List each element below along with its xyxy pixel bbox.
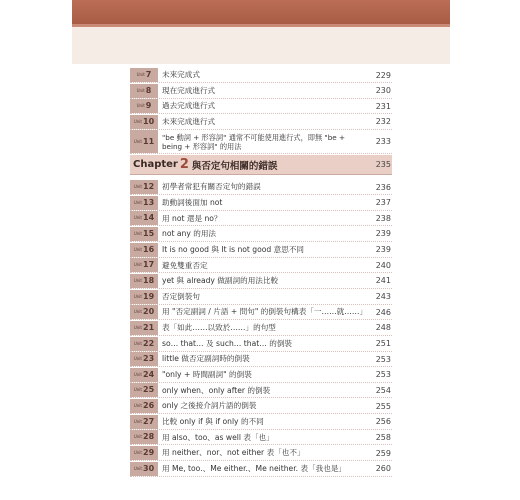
toc-row[interactable] [130,368,392,383]
unit-word: Unit [136,87,145,93]
unit-number: 30 [143,463,155,473]
unit-title: 用 not 還是 no？ [162,213,222,223]
unit-badge [130,258,158,272]
unit-page: 248 [375,323,391,333]
unit-badge [130,196,158,210]
unit-page: 260 [375,464,391,474]
toc-row[interactable] [130,399,392,414]
toc-row[interactable] [130,446,392,461]
unit-badge [130,337,158,351]
unit-word: Unit [133,230,142,236]
toc-row[interactable] [130,115,392,130]
unit-number: 21 [143,322,155,332]
unit-title: 助動詞後面加 not [162,197,223,207]
unit-word: Unit [133,418,142,424]
toc-row[interactable] [130,321,392,336]
unit-page: 241 [375,276,391,286]
unit-word: Unit [133,199,142,205]
unit-word: Unit [133,340,142,346]
unit-title: yet 與 already 做副詞的用法比較 [162,276,279,286]
unit-badge [130,462,158,476]
unit-title: 過去完成進行式 [162,101,216,111]
unit-number: 23 [143,354,155,364]
unit-word: Unit [136,103,145,108]
unit-number: 11 [143,136,155,146]
unit-badge [130,446,158,460]
unit-number: 8 [145,85,152,95]
unit-page: 243 [375,292,391,302]
unit-number: 13 [143,197,155,207]
toc-row[interactable] [130,84,392,99]
unit-word: Unit [133,118,142,124]
unit-number: 26 [143,401,155,411]
unit-word: Unit [133,138,142,144]
unit-number: 22 [143,338,155,348]
unit-badge [130,68,158,82]
toc-row[interactable] [130,180,392,195]
unit-page: 233 [375,137,391,146]
unit-number: 25 [143,385,155,395]
unit-badge [130,368,158,382]
chapter-title: 與否定句相關的錯誤 [191,160,278,172]
unit-badge [130,211,158,225]
unit-title: "be 動詞 + 形容詞" 通常不可能使用進行式，即無 "be + being + 形容詞" 的用法 [162,132,346,151]
unit-page: 256 [375,417,391,427]
unit-badge [130,430,158,444]
toc-row[interactable] [130,227,392,242]
unit-number: 9 [145,101,152,110]
toc-row[interactable] [130,383,392,398]
unit-number: 16 [143,244,155,254]
unit-number: 24 [143,369,155,379]
unit-page: 246 [375,307,391,317]
unit-page: 255 [375,401,391,411]
unit-word: Unit [133,215,142,221]
unit-number: 17 [143,260,155,270]
unit-page: 229 [375,70,391,80]
unit-word: Unit [133,403,142,409]
unit-page: 238 [375,213,391,223]
unit-page: 251 [375,339,391,348]
unit-number: 19 [143,291,155,301]
toc-row[interactable] [130,99,392,114]
unit-word: Unit [133,371,142,377]
unit-title: 用 neither、nor、not either 表「也不」 [162,448,305,458]
toc-row[interactable] [130,196,392,211]
unit-word: Unit [133,246,142,252]
unit-word: Unit [133,465,142,471]
unit-number: 27 [143,416,155,426]
unit-number: 18 [143,275,155,285]
toc-row[interactable] [130,274,392,289]
toc-row[interactable] [130,258,392,273]
unit-title: only when、only after 的倒裝 [162,385,271,395]
chapter-heading [130,155,392,175]
header-bar [72,0,450,24]
unit-page: 236 [375,182,391,192]
unit-title: little 做否定副詞時的倒裝 [162,354,250,364]
unit-word: Unit [133,293,142,299]
toc-row[interactable] [130,430,392,445]
unit-badge [130,274,158,288]
unit-word: Unit [136,72,145,77]
unit-number: 10 [143,116,155,126]
unit-number: 20 [143,307,155,317]
unit-badge [130,305,158,319]
unit-word: Unit [133,277,142,283]
toc-row[interactable] [130,462,392,477]
unit-page: 240 [375,260,391,270]
unit-badge [130,243,158,257]
unit-badge [130,352,158,366]
unit-page: 239 [375,229,391,239]
unit-word: Unit [133,309,142,315]
unit-title: 避免雙重否定 [162,260,208,270]
unit-page: 259 [375,448,391,458]
unit-word: Unit [133,450,142,456]
unit-title: It is no good 與 It is not good 意思不同 [162,244,305,254]
unit-title: 否定倒裝句 [162,291,200,301]
unit-title: only 之後接介詞片語的倒裝 [162,401,257,411]
unit-word: Unit [133,184,142,189]
unit-page: 258 [375,432,391,442]
unit-badge [130,115,158,129]
unit-number: 7 [145,70,152,79]
unit-title: 比較 only if 與 if only 的不同 [162,417,264,426]
unit-badge [130,99,158,113]
unit-title: 用 "否定副詞 / 片語 + 問句" 的倒裝句構表「一……就……」 [162,307,367,317]
toc-row[interactable] [130,305,392,320]
toc-row[interactable] [130,68,392,83]
unit-title: 現在完成進行式 [162,85,216,95]
unit-badge [130,399,158,413]
toc-row[interactable] [130,337,392,352]
unit-badge [130,321,158,335]
unit-title: 用 also、too、as well 表「也」 [162,432,274,442]
unit-title: 未來完成進行式 [162,116,216,126]
unit-badge [130,227,158,241]
unit-page: 237 [375,198,391,208]
unit-page: 232 [375,117,391,126]
unit-badge [130,84,158,98]
unit-title: 未來完成式 [162,70,200,80]
unit-word: Unit [133,356,142,362]
unit-word: Unit [133,387,142,393]
unit-badge [130,180,158,194]
unit-title: 表「如此……以致於……」的句型 [162,323,276,333]
unit-word: Unit [133,324,142,330]
unit-page: 253 [375,354,391,364]
toc-row[interactable] [130,211,392,226]
unit-number: 14 [143,213,155,223]
toc-row[interactable] [130,352,392,367]
unit-number: 28 [143,432,155,442]
unit-page: 254 [375,385,391,395]
unit-number: 29 [143,448,155,458]
unit-badge [130,130,158,153]
unit-title: not any 的用法 [162,229,217,239]
chapter-number: 2 [179,157,189,172]
unit-page: 239 [375,245,391,255]
unit-badge [130,415,158,429]
toc-row[interactable] [130,130,392,154]
unit-title: 初學者常犯有關否定句的錯誤 [162,182,261,192]
toc-row[interactable] [130,415,392,430]
toc-row[interactable] [130,290,392,305]
unit-page: 253 [375,370,391,380]
unit-number: 15 [143,228,155,238]
chapter-word: Chapter [133,159,178,170]
unit-title: so… that… 及 such… that… 的倒裝 [162,338,293,348]
unit-word: Unit [133,262,142,268]
unit-badge [130,383,158,397]
unit-number: 12 [143,182,155,191]
unit-page: 230 [375,86,391,95]
unit-title: "only + 時間副詞" 的倒裝 [162,370,252,380]
unit-word: Unit [133,434,142,440]
unit-badge [130,290,158,304]
unit-page: 231 [375,101,391,111]
toc-row[interactable] [130,243,392,258]
chapter-page: 235 [375,160,391,169]
unit-title: 用 Me, too.、Me either.、Me neither. 表「我也是」 [162,463,347,473]
